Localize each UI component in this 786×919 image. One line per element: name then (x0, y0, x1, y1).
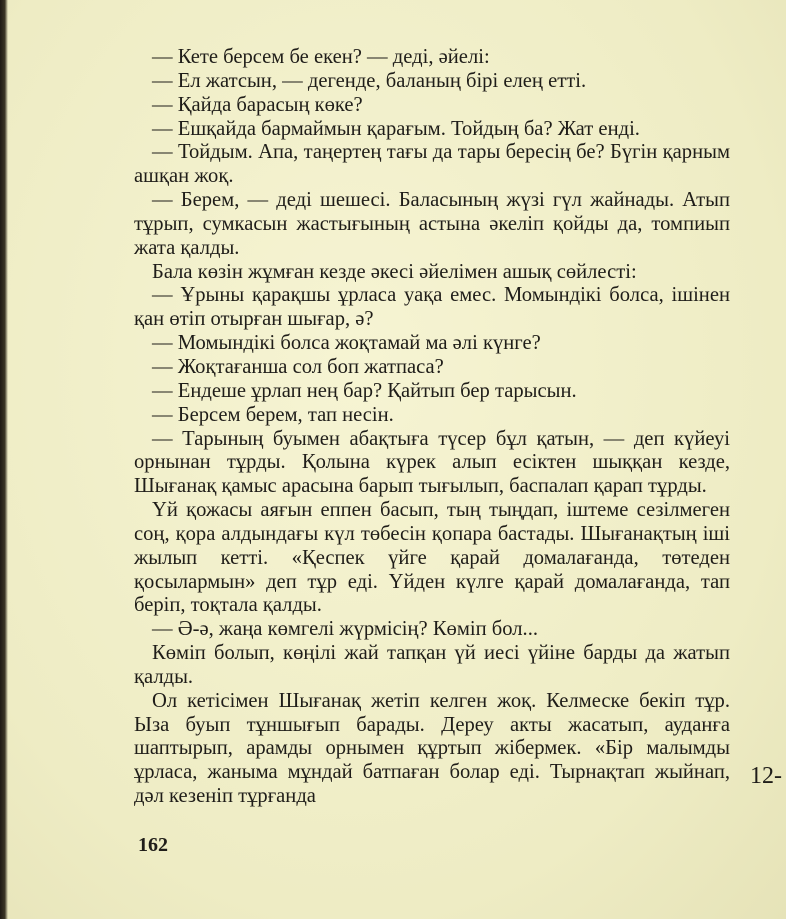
paragraph: — Тарының буымен абақтыға түсер бұл қатын, — деп күйеуі орнынан тұрды. Қолына күрек алып есіктен шыққан кезде, Шығанақ қамыс арасына барып тығылып, баспалап қарап тұрды. (134, 427, 730, 498)
paragraph: — Тойдым. Апа, таңертең тағы да тары бересің бе? Бүгін қарным ашқан жоқ. (134, 141, 730, 188)
paragraph: — Ел жатсын, — дегенде, баланың бірі елең етті. (152, 69, 587, 92)
paragraph: — Момындікі болса жоқтамай ма әлі күнге? (152, 332, 541, 355)
paragraph: Бала көзін жұмған кезде әкесі әйелімен ашық сөйлесті: (152, 260, 637, 283)
paragraph: — Қайда барасың көке? (152, 93, 363, 116)
page-binding-shadow (0, 0, 8, 919)
body-text (134, 46, 730, 809)
paragraph: Көміп болып, көңілі жай тапқан үй иесі үйіне барды да жатып қалды. (134, 642, 730, 688)
paragraph: — Ендеше ұрлап нең бар? Қайтып бер тарысын. (152, 379, 577, 402)
paragraph: — Жоқтағанша сол боп жатпаса? (152, 355, 444, 378)
paragraph: — Кете берсем бе екен? — деді, әйелі: (152, 46, 490, 68)
margin-signature-mark: 12- (750, 763, 782, 789)
paragraph: — Ұрыны қарақшы ұрласа уақа емес. Момындікі болса, ішінен қан өтіп отырған шығар, ә? (134, 284, 730, 331)
paragraph: — Ешқайда бармаймын қарағым. Тойдың ба? Жат енді. (152, 117, 640, 140)
paragraph: — Берем, — деді шешесі. Баласының жүзі гүл жайнады. Атып тұрып, сумкасын жастығының астына әкеліп қойды да, томпиып жата қалды. (134, 189, 730, 259)
page-number: 162 (138, 834, 168, 856)
paragraph: — Ә-ә, жаңа көмгелі жүрмісің? Көміп бол... (152, 618, 539, 641)
paragraph: Үй қожасы аяғын еппен басып, тың тыңдап, іштеме сезілмеген соң, қора алдындағы күл төбесін қопара бастады. Шығанақтың іші жылып кетті. «Қеспек үйге қарай домалағанда, төтеден қосылармын» деп тұр еді. Үйден күлге қарай домалағанда, тап беріп, тоқтала қалды. (134, 499, 730, 617)
paragraph: — Берсем берем, тап несін. (152, 403, 394, 426)
paragraph: Ол кетісімен Шығанақ жетіп келген жоқ. Келмеске бекіп тұр. Ыза буып тұншығып барады. Дереу акты жасатып, ауданға шаптырып, арамды орнымен құртып жібермек. «Бір малымды ұрласа, жаныма мұндай батпаған болар еді. Тырнақтап жыйнап, дәл кезеніп тұрғанда (134, 689, 730, 808)
